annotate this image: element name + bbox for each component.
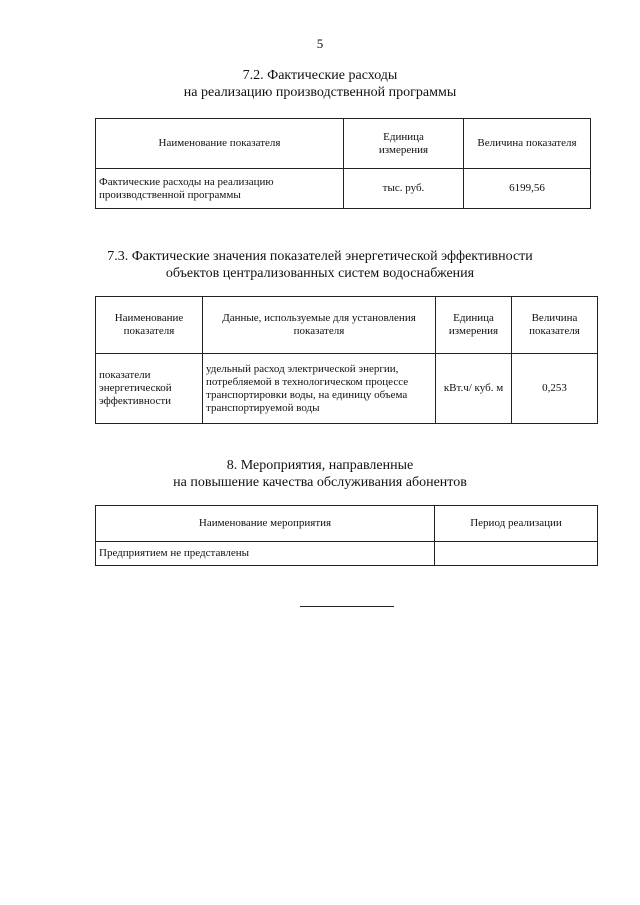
table-7-2-header-value: Величина показателя bbox=[464, 119, 591, 169]
page-number: 5 bbox=[316, 36, 324, 51]
closing-rule bbox=[300, 606, 394, 607]
section-7-2-title-line2: на реализацию производственной программы bbox=[183, 85, 457, 100]
table-7-2-cell-unit: тыс. руб. bbox=[344, 169, 464, 209]
table-7-3-header-data: Данные, используемые для установления показателя bbox=[203, 297, 436, 354]
table-row bbox=[96, 354, 598, 424]
table-8-cell-period bbox=[435, 542, 598, 566]
section-7-2-title-line1: 7.2. Фактические расходы bbox=[242, 68, 398, 83]
table-7-3-header-value: Величина показателя bbox=[512, 297, 598, 354]
table-row bbox=[96, 169, 591, 209]
table-7-3-cell-data: удельный расход электрической энергии, потребляемой в технологическом процессе транспортировки воды, на единицу объема транспортируемой воды bbox=[203, 354, 436, 424]
table-7-2-cell-value: 6199,56 bbox=[464, 169, 591, 209]
table-7-2-header-name: Наименование показателя bbox=[96, 119, 344, 169]
table-7-3 bbox=[95, 296, 598, 424]
table-row bbox=[96, 542, 598, 566]
section-7-3-title-line1: 7.3. Фактические значения показателей энергетической эффективности bbox=[107, 249, 533, 264]
table-7-3-cell-unit: кВт.ч/ куб. м bbox=[436, 354, 512, 424]
section-8-heading bbox=[0, 457, 640, 491]
section-8-title-line2: на повышение качества обслуживания абонентов bbox=[173, 475, 467, 490]
table-7-2-cell-name: Фактические расходы на реализацию производственной программы bbox=[96, 169, 344, 209]
section-7-3-heading bbox=[0, 248, 640, 282]
section-8-title-line1: 8. Мероприятия, направленные bbox=[226, 458, 414, 473]
table-7-3-header-name: Наименование показателя bbox=[96, 297, 203, 354]
section-7-3-title-line2: объектов централизованных систем водоснабжения bbox=[165, 266, 475, 281]
table-7-2 bbox=[95, 118, 591, 209]
table-7-3-cell-name: показатели энергетической эффективности bbox=[96, 354, 203, 424]
table-7-3-cell-value: 0,253 bbox=[512, 354, 598, 424]
table-8 bbox=[95, 505, 598, 566]
table-8-header-period: Период реализации bbox=[435, 506, 598, 542]
section-7-2-heading bbox=[0, 67, 640, 101]
table-8-header-name: Наименование мероприятия bbox=[96, 506, 435, 542]
table-7-3-header-unit: Единица измерения bbox=[436, 297, 512, 354]
table-7-2-header-unit: Единица измерения bbox=[344, 119, 464, 169]
table-8-cell-name: Предприятием не представлены bbox=[96, 542, 435, 566]
